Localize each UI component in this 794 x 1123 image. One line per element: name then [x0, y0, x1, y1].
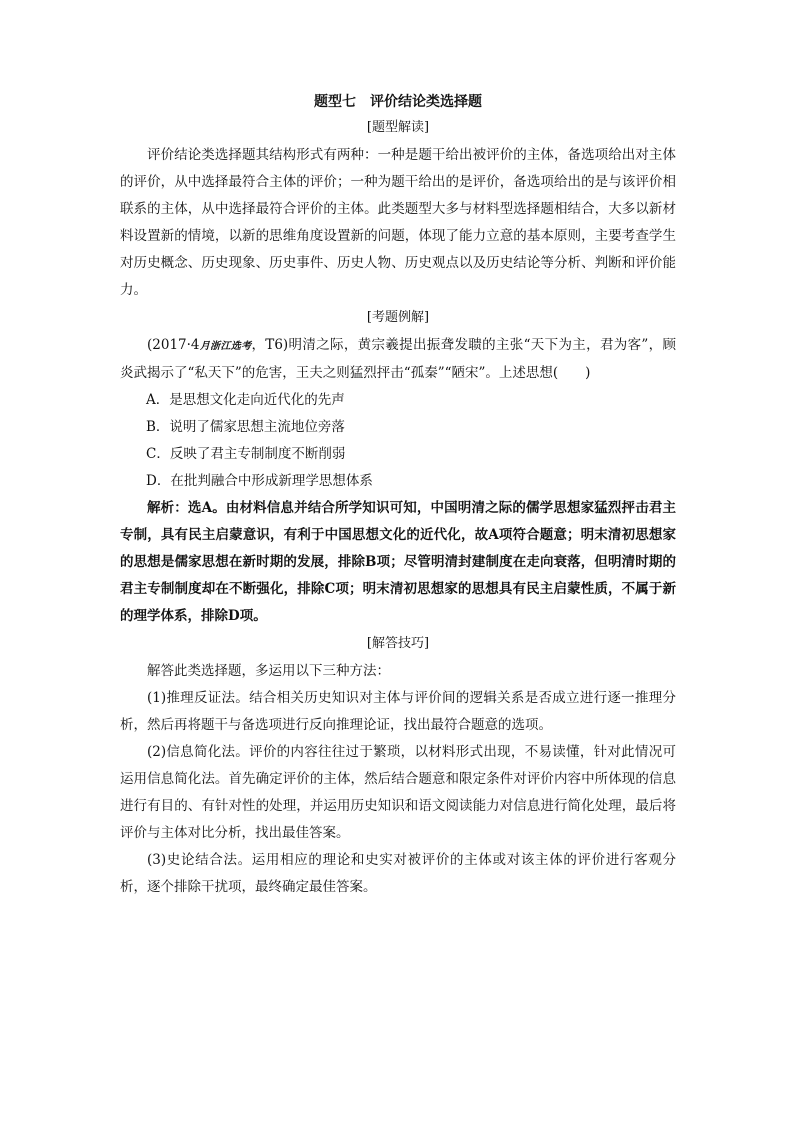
option-d: D．在批判融合中形成新理学思想体系: [146, 473, 373, 489]
page-title: 题型七 评价结论类选择题: [314, 94, 482, 110]
section-heading-intro: [题型解读]: [366, 120, 430, 135]
question-text: ，T6)明清之际，黄宗羲提出振聋发聩的主张“天下为主，君为客”，顾炎武揭示了“私天下”的危害，王夫之则猛烈抨击“孤秦”“陋宋”。上述思想( ): [120, 337, 676, 381]
question-source-year: (2017·4: [147, 337, 200, 353]
method-2: (2)信息简化法。评价的内容往往过于繁琐，以材料形式出现，不易读懂，针对此情况可运用信息简化法。首先确定评价的主体，然后结合题意和限定条件对评价内容中所体现的信息进行有目的、有针对性的处理，并运用历史知识和语文阅读能力对信息进行简化处理，最后将评价与主体对比分析，找出最佳答案。: [120, 744, 676, 841]
analysis-paragraph: 解析：选A。由材料信息并结合所学知识可知，中国明清之际的儒学思想家猛烈抨击君主专制，具有民主启蒙意识，有利于中国思想文化的近代化，故A项符合题意；明末清初思想家的思想是儒家思想在新时期的发展，排除B项；尽管明清封建制度在走向衰落，但明清时期的君主专制制度却在不断强化，排除C项；明末清初思想家的思想具有民主启蒙性质，不属于新的理学体系，排除D项。: [120, 500, 676, 624]
intro-paragraph: 评价结论类选择题其结构形式有两种：一种是题干给出被评价的主体，备选项给出对主体的评价，从中选择最符合主体的评价；一种为题干给出的是评价，备选项给出的是与该评价相联系的主体，从中选择最符合评价的主体。此类题型大多与材料型选择题相结合，大多以新材料设置新的情境，以新的思维角度设置新的问题，体现了能力立意的基本原则，主要考查学生对历史概念、历史现象、历史事件、历史人物、历史观点以及历史结论等分析、判断和评价能力。: [120, 147, 676, 298]
example-question: [120, 332, 676, 387]
method-1: (1)推理反证法。结合相关历史知识对主体与评价间的逻辑关系是否成立进行逐一推理分析，然后再将题干与备选项进行反向推理论证，找出最符合题意的选项。: [120, 690, 676, 733]
method-3: (3)史论结合法。运用相应的理论和史实对被评价的主体或对该主体的评价进行客观分析，逐个排除干扰项，最终确定最佳答案。: [120, 852, 676, 895]
option-a: A．是思想文化走向近代化的先声: [146, 392, 345, 408]
section-heading-example: [考题例解]: [366, 310, 430, 325]
document-page: [120, 92, 676, 901]
question-source-exam: 月浙江选考: [199, 341, 252, 352]
option-c: C．反映了君主专制制度不断削弱: [146, 446, 346, 462]
section-heading-tips: [解答技巧]: [366, 636, 430, 651]
tips-lead: 解答此类选择题，多运用以下三种方法：: [147, 663, 390, 679]
option-b: B．说明了儒家思想主流地位旁落: [146, 419, 345, 435]
